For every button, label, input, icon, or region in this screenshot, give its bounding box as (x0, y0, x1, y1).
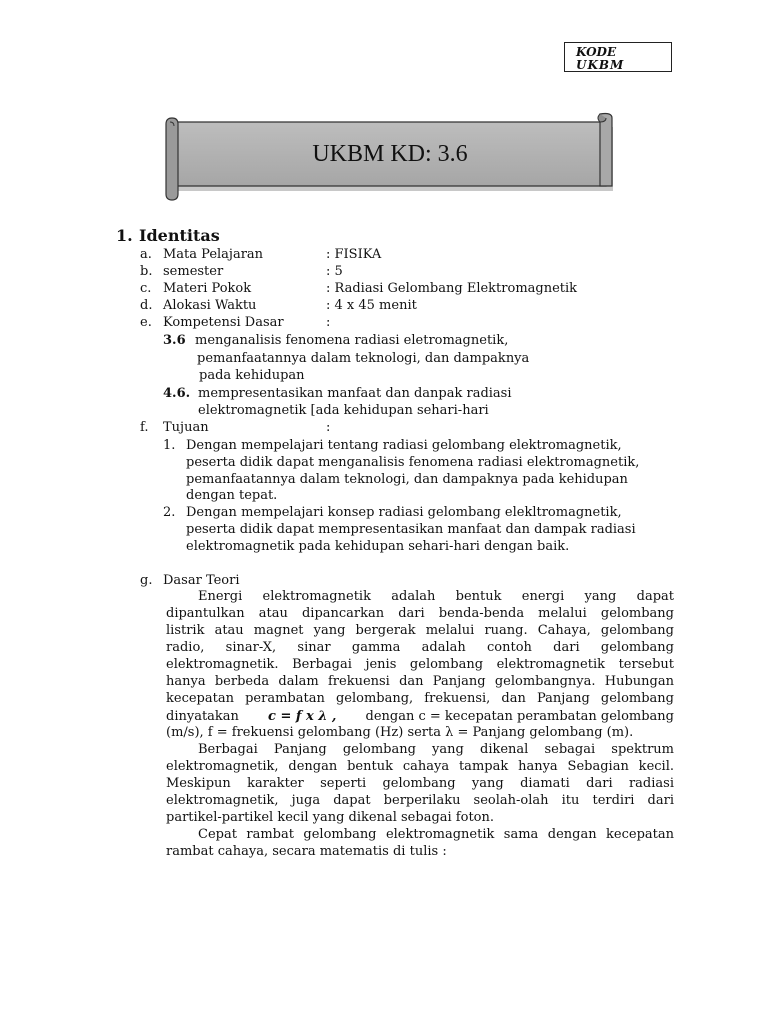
formula-prefix: dinyatakan (166, 709, 239, 724)
field-marker: e. (140, 315, 152, 330)
field-value: : FISIKA (326, 247, 382, 262)
field-label: Mata Pelajaran (163, 247, 264, 262)
tujuan-text: Dengan mempelajari konsep radiasi gelombang elekltromagnetik, (186, 505, 622, 520)
field-label: semester (163, 264, 224, 279)
field-value: : 5 (326, 264, 343, 279)
formula-suffix: dengan c = kecepatan perambatan gelombang (365, 709, 674, 724)
kd-code: 3.6 (163, 333, 186, 348)
paragraph-line: dipantulkan atau dipancarkan dari benda-benda melalui gelombang (166, 606, 674, 621)
kd-text: pemanfaatannya dalam teknologi, dan dampaknya (197, 351, 530, 366)
field-value: : (326, 315, 331, 330)
field-marker: g. (140, 573, 153, 588)
kd-text: menganalisis fenomena radiasi eletromagnetik, (195, 333, 509, 348)
tujuan-text: pemanfaatannya dalam teknologi, dan dampaknya pada kehidupan (186, 472, 628, 487)
field-label: Tujuan (163, 420, 209, 435)
field-marker: a. (140, 247, 152, 262)
paragraph-line: hanya berbeda dalam frekuensi dan Panjang gelombangnya. Hubungan (166, 674, 674, 689)
paragraph-line: elektromagnetik, dengan bentuk cahaya tampak hanya Sebagian kecil. (166, 759, 674, 774)
field-marker: f. (140, 420, 149, 435)
field-label: Dasar Teori (163, 573, 240, 588)
paragraph-line: listrik atau magnet yang bergerak melalui ruang. Cahaya, gelombang (166, 623, 674, 638)
kode-cut-label: UKBM (576, 58, 625, 72)
tujuan-number: 2. (163, 505, 176, 520)
paragraph-line: elektromagnetik. Berbagai jenis gelombang elektromagnetik tersebut (166, 657, 674, 672)
field-value: : 4 x 45 menit (326, 298, 417, 313)
section-heading: Identitas (139, 226, 220, 245)
field-marker: d. (140, 298, 153, 313)
kode-label: KODE (576, 45, 617, 59)
formula: c = f x λ , (268, 709, 337, 724)
paragraph-line: Berbagai Panjang gelombang yang dikenal sebagai spektrum (198, 742, 674, 757)
field-label: Kompetensi Dasar (163, 315, 284, 330)
paragraph-line: partikel-partikel kecil yang dikenal sebagai foton. (166, 810, 494, 825)
field-marker: c. (140, 281, 152, 296)
kd-text: mempresentasikan manfaat dan danpak radiasi (198, 386, 512, 401)
tujuan-text: dengan tepat. (186, 488, 278, 503)
field-label: Alokasi Waktu (163, 298, 257, 313)
tujuan-text: elektromagnetik pada kehidupan sehari-hari dengan baik. (186, 539, 570, 554)
formula-line (166, 708, 674, 725)
paragraph-line: kecepatan perambatan gelombang, frekuensi, dan Panjang gelombang (166, 691, 674, 706)
paragraph-line: radio, sinar-X, sinar gamma adalah contoh dari gelombang (166, 640, 674, 655)
section-number: 1. (116, 226, 133, 245)
field-value: : Radiasi Gelombang Elektromagnetik (326, 281, 578, 296)
field-label: Materi Pokok (163, 281, 252, 296)
tujuan-text: peserta didik dapat menganalisis fenomena radiasi elektromagnetik, (186, 455, 640, 470)
paragraph-line: Energi elektromagnetik adalah bentuk energi yang dapat (198, 589, 674, 604)
paragraph-line: rambat cahaya, secara matematis di tulis : (166, 844, 447, 859)
kode-box (564, 42, 672, 72)
paragraph-line: Cepat rambat gelombang elektromagnetik sama dengan kecepatan (198, 827, 674, 842)
tujuan-text: Dengan mempelajari tentang radiasi gelombang elektromagnetik, (186, 438, 622, 453)
field-value: : (326, 420, 331, 435)
field-marker: b. (140, 264, 153, 279)
tujuan-text: peserta didik dapat mempresentasikan manfaat dan dampak radiasi (186, 522, 636, 537)
paragraph-line: Meskipun karakter seperti gelombang yang diamati dari radiasi (166, 776, 674, 791)
kd-text: elektromagnetik [ada kehidupan sehari-hari (198, 403, 489, 418)
kd-code: 4.6. (163, 386, 191, 401)
banner-title: UKBM KD: 3.6 (312, 141, 468, 167)
kd-text: pada kehidupan (199, 368, 305, 383)
paragraph-line: elektromagnetik, juga dapat berperilaku seolah-olah itu terdiri dari (166, 793, 674, 808)
paragraph-line: (m/s), f = frekuensi gelombang (Hz) serta λ = Panjang gelombang (m). (166, 725, 634, 740)
tujuan-number: 1. (163, 438, 176, 453)
